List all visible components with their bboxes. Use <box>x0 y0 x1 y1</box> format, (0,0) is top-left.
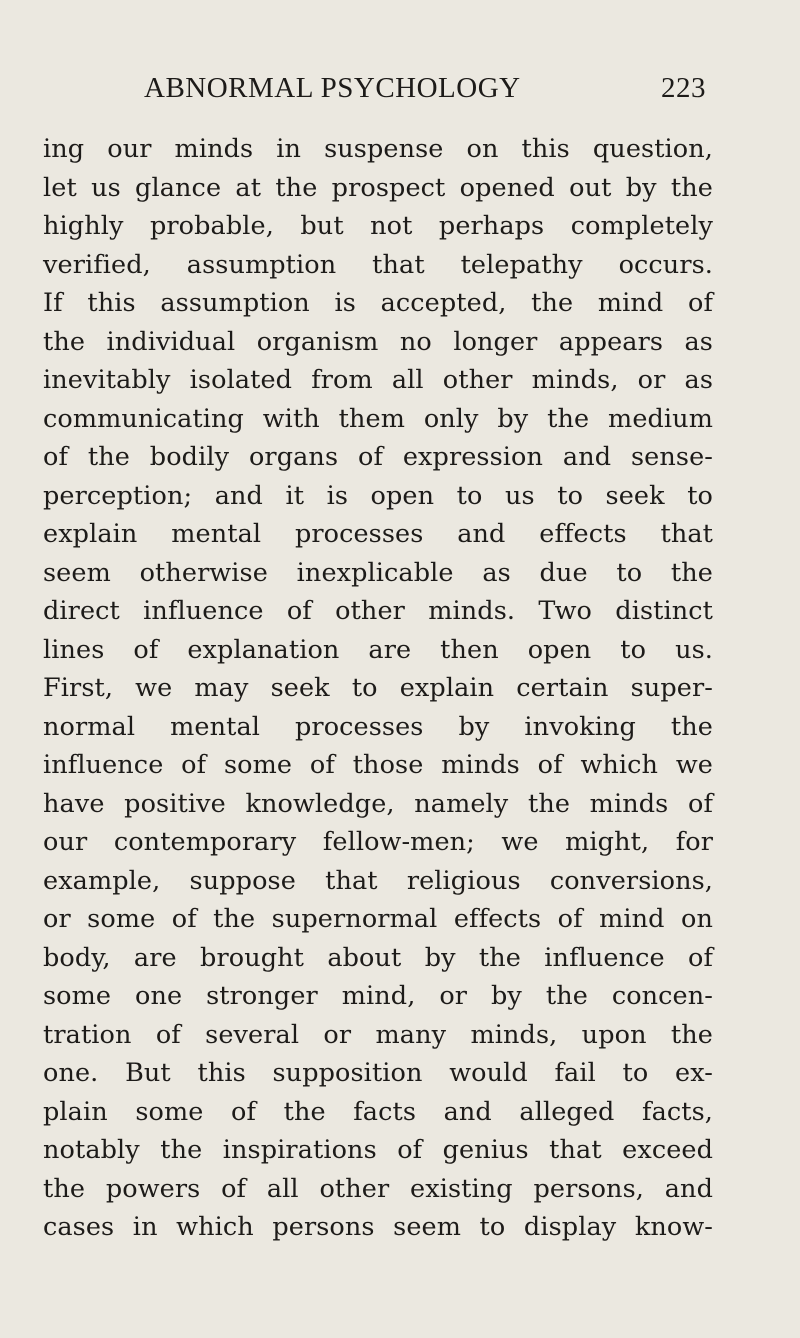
text-line: our contemporary fellow-men; we might, for <box>43 827 713 857</box>
running-title: ABNORMAL PSYCHOLOGY <box>144 72 521 104</box>
text-line: cases in which persons seem to display know- <box>43 1212 713 1242</box>
text-line: lines of explanation are then open to us. <box>43 634 713 665</box>
text-line: one. But this supposition would fail to ex- <box>43 1058 713 1088</box>
text-line: notably the inspirations of genius that exceed <box>43 1135 713 1165</box>
text-line: tration of several or many minds, upon the <box>43 1019 713 1050</box>
text-line: communicating with them only by the medium <box>43 403 713 434</box>
text-line: of the bodily organs of expression and sense- <box>43 442 713 472</box>
text-line: First, we may seek to explain certain super- <box>43 673 713 703</box>
text-line: example, suppose that religious conversions, <box>43 865 713 896</box>
running-head <box>144 72 706 112</box>
text-line: have positive knowledge, namely the minds of <box>43 788 713 819</box>
text-line: the powers of all other existing persons, and <box>43 1173 713 1204</box>
text-line: or some of the supernormal effects of mind on <box>43 904 713 934</box>
text-line: plain some of the facts and alleged facts, <box>43 1096 713 1127</box>
text-line: some one stronger mind, or by the concen- <box>43 981 713 1011</box>
text-line: influence of some of those minds of which we <box>43 750 713 780</box>
text-line: normal mental processes by invoking the <box>43 711 713 742</box>
text-line: seem otherwise inexplicable as due to the <box>43 557 713 588</box>
text-line: let us glance at the prospect opened out by the <box>43 172 713 203</box>
text-line: highly probable, but not perhaps completely <box>43 211 713 241</box>
text-line: the individual organism no longer appears as <box>43 326 713 357</box>
text-line: body, are brought about by the influence of <box>43 942 713 973</box>
body-text <box>43 130 713 1247</box>
text-line: ing our minds in suspense on this question, <box>43 134 713 164</box>
text-line: inevitably isolated from all other minds, or as <box>43 365 713 395</box>
text-line: direct influence of other minds. Two distinct <box>43 596 713 626</box>
text-line: perception; and it is open to us to seek to <box>43 480 713 511</box>
text-line: verified, assumption that telepathy occurs. <box>43 249 713 280</box>
page-number: 223 <box>661 72 706 104</box>
text-line: explain mental processes and effects that <box>43 519 713 549</box>
text-line: If this assumption is accepted, the mind of <box>43 288 713 318</box>
